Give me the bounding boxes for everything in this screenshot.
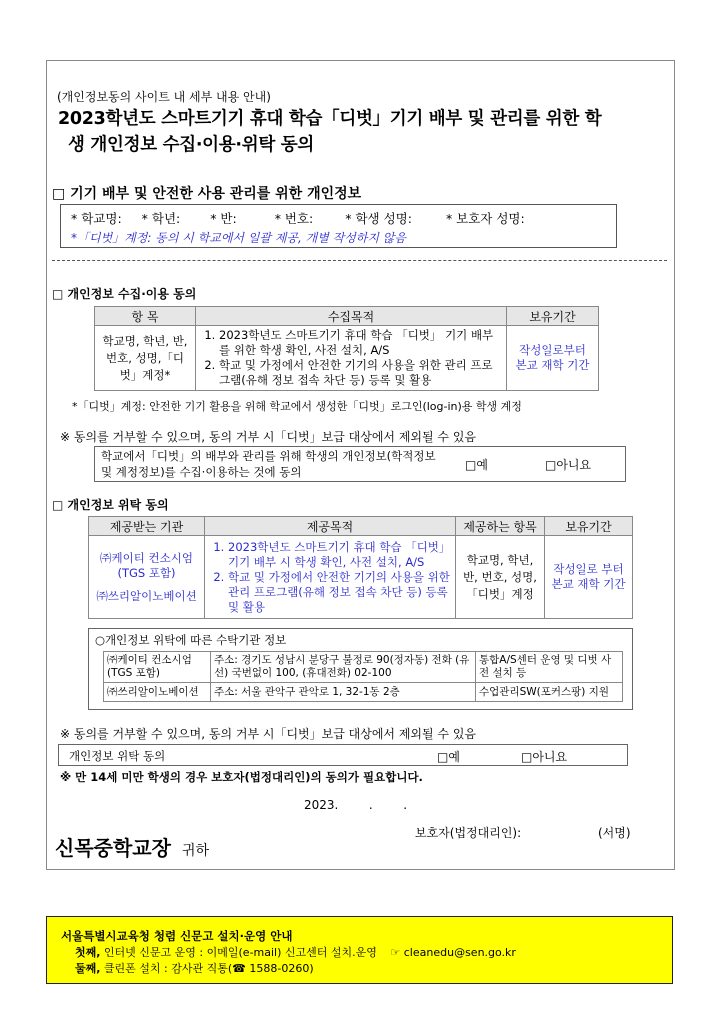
entrust-refuse-note: ※ 동의를 거부할 수 있으며, 동의 거부 시「디벗」보급 대상에서 제외될 수 있음 [60, 727, 476, 741]
entrust-consent-text: 개인정보 위탁 동의 [69, 749, 166, 763]
col-entrust-items: 제공하는 항목 [456, 517, 545, 536]
field-student-name: * 학생 성명: [345, 211, 412, 226]
collect-item: 학교명, 학년, 반, 번호, 성명,「디벗」계정* [95, 326, 196, 391]
field-guardian-name: * 보호자 성명: [445, 211, 525, 226]
entrust-purpose-cell [205, 536, 456, 619]
collect-table [94, 306, 599, 391]
entrust-purpose-2: 2. 학교 및 가정에서 안전한 기기의 사용을 위한 관리 프로그램(유해 정보 접속 차단 등) 등록 및 활용 [228, 570, 452, 615]
entrust-no-checkbox[interactable]: □아니요 [521, 750, 568, 764]
agency-2: ㈜쓰리알이노베이션 [96, 588, 197, 603]
entrust-purpose-1: 1. 2023학년도 스마트기기 휴대 학습 「디벗」 기기 배부 시 학생 확인, 사전 설치, A/S [228, 540, 452, 570]
col-agency: 제공받는 기관 [89, 517, 205, 536]
entrust-period: 작성일로 부터 본교 재학 기간 [545, 536, 633, 619]
col-entrust-period: 보유기간 [545, 517, 633, 536]
addressee-suffix: 귀하 [182, 843, 210, 859]
notice-line1-text: 인터넷 신문고 운영 : 이메일(e-mail) 신고센터 설치.운영 [100, 946, 377, 959]
trustee-1-contact: 주소: 경기도 성남시 분당구 불정로 90(정자동) 전화 (유선) 국번없이 100, (휴대전화) 02-100 [211, 652, 476, 683]
entrust-agencies [89, 536, 205, 619]
info-fields [71, 209, 525, 227]
integrity-notice [46, 916, 673, 984]
collect-consent-box [94, 446, 626, 482]
trustee-2-role: 수업관리SW(포커스팡) 지원 [476, 683, 623, 702]
addressee [55, 832, 209, 861]
col-period: 보유기간 [507, 307, 599, 326]
guardian-label: 보호자(법정대리인): [415, 826, 522, 840]
account-footnote: *「디벗」계정: 안전한 기기 활용을 위해 학교에서 생성한「디벗」로그인(log-in)용 학생 계정 [72, 400, 522, 413]
collect-period: 작성일로부터 본교 재학 기간 [507, 326, 599, 391]
guardian-note: ※ 만 14세 미만 학생의 경우 보호자(법정대리인)의 동의가 필요합니다. [60, 770, 423, 784]
field-class: * 반: [210, 211, 237, 226]
trustee-1-name: ㈜케이티 컨소시엄 (TGS 포함) [104, 652, 211, 683]
entrust-yes-checkbox[interactable]: □예 [437, 750, 460, 764]
notice-line-1 [75, 945, 516, 960]
collect-refuse-note: ※ 동의를 거부할 수 있으며, 동의 거부 시「디벗」보급 대상에서 제외될 수 있음 [60, 430, 476, 444]
title-line-1: 2023학년도 스마트기기 휴대 학습「디벗」기기 배부 및 관리를 위한 학 [58, 109, 602, 129]
entrust-table [88, 516, 633, 619]
collect-title: □ 개인정보 수집·이용 동의 [52, 287, 197, 301]
collect-purpose-1: 1. 2023학년도 스마트기기 휴대 학습 「디벗」 기기 배부를 위한 학생 확인, 사전 설치, A/S [219, 328, 503, 358]
collect-consent-text: 학교에서「디벗」의 배부와 관리를 위해 학생의 개인정보(학적정보 및 계정정보)를 수집·이용하는 것에 동의 [101, 449, 436, 479]
date-line: 2023. . . [304, 798, 408, 812]
guide-text: (개인정보동의 사이트 내 세부 내용 안내) [57, 90, 271, 104]
trustee-2-name: ㈜쓰리알이노베이션 [104, 683, 211, 702]
trustee-title: ○개인정보 위탁에 따른 수탁기관 정보 [95, 633, 287, 647]
trustee-box [88, 628, 633, 710]
entrust-consent-box [58, 744, 628, 766]
col-item: 항 목 [95, 307, 196, 326]
collect-yes-checkbox[interactable]: □예 [465, 458, 488, 472]
entrust-items: 학교명, 학년, 반, 번호, 성명,「디벗」계정 [456, 536, 545, 619]
col-purpose: 수집목적 [196, 307, 507, 326]
trustee-1-role: 통합A/S센터 운영 및 디벗 사전 설치 등 [476, 652, 623, 683]
title-line-2: 생 개인정보 수집·이용·위탁 동의 [68, 135, 314, 155]
notice-line2-lead: 둘째, [75, 962, 101, 975]
collect-purpose-2: 2. 학교 및 가정에서 안전한 기기의 사용을 위한 관리 프로그램(유해 정보 접속 차단 등) 등록 및 활용 [219, 358, 503, 388]
collect-purpose-cell [196, 326, 507, 391]
field-school: * 학교명: [71, 211, 122, 226]
notice-line-2 [75, 961, 314, 976]
notice-title: 서울특별시교육청 청렴 신문고 설치·운영 안내 [61, 929, 293, 943]
agency-1: ㈜케이티 컨소시엄 (TGS 포함) [100, 550, 193, 580]
trustee-2-contact: 주소: 서울 관악구 관악로 1, 32-1동 2층 [211, 683, 476, 702]
notice-line2-text: 클린폰 설치 : 감사관 직통(☎ 1588-0260) [100, 962, 314, 975]
signature-mark: (서명) [598, 826, 631, 840]
collect-no-checkbox[interactable]: □아니요 [545, 458, 592, 472]
field-grade: * 학년: [141, 211, 181, 226]
divider [52, 260, 667, 261]
col-entrust-purpose: 제공목적 [205, 517, 456, 536]
account-note: *「디벗」계정: 동의 시 학교에서 일괄 제공, 개별 작성하지 않음 [71, 231, 406, 245]
field-number: * 번호: [274, 211, 314, 226]
notice-email[interactable]: ☞ cleanedu@sen.go.kr [390, 946, 516, 959]
student-info-box [60, 204, 617, 248]
section1-title: □ 기기 배부 및 안전한 사용 관리를 위한 개인정보 [52, 186, 362, 202]
notice-line1-lead: 첫째, [75, 946, 101, 959]
school-name: 신목중학교장 [55, 836, 171, 860]
page-title [58, 106, 670, 158]
entrust-title: □ 개인정보 위탁 동의 [52, 498, 169, 512]
trustee-table [103, 651, 623, 702]
